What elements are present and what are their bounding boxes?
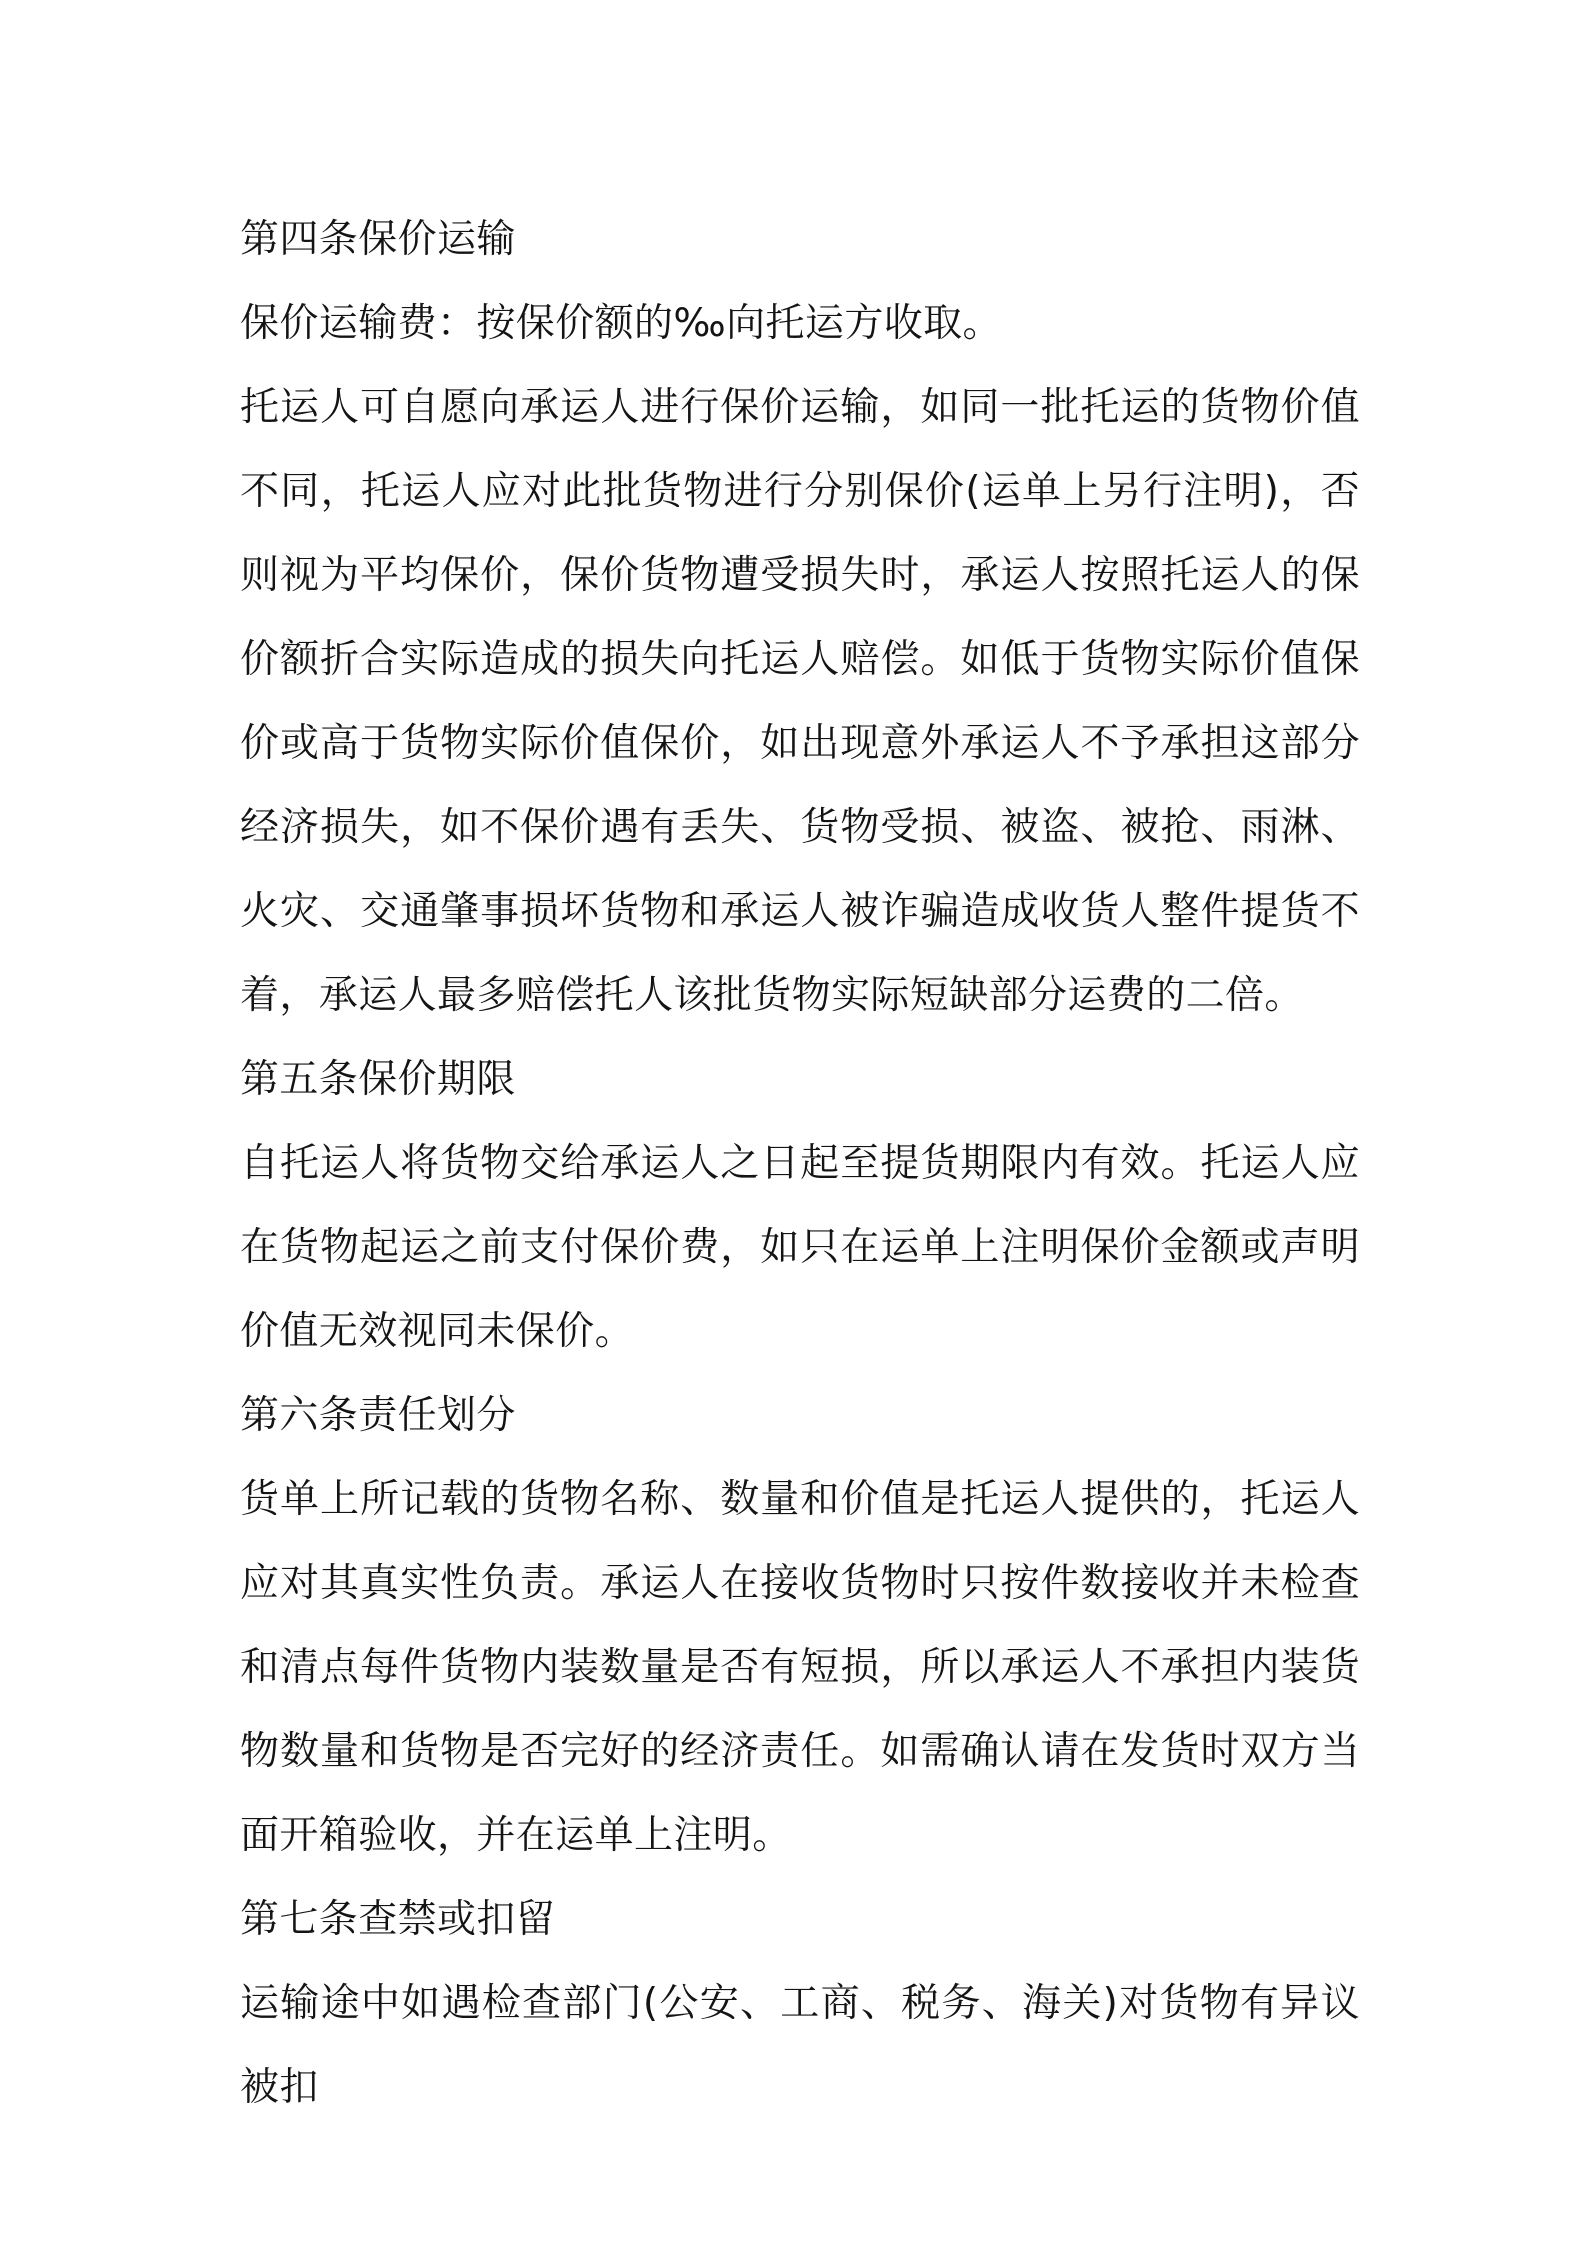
section-article-7: [240, 1878, 1360, 2130]
article-7-heading: 第七条查禁或扣留: [240, 1897, 556, 1942]
article-6-body-paragraph: 货单上所记载的货物名称、数量和价值是托运人提供的，托运人应对其真实性负责。承运人在接收货物时只按件数接收并未检查和清点每件货物内装数量是否有短损，所以承运人不承担内装货物数量和货物是否完好的经济责任。如需确认请在发货时双方当面开箱验收，并在运单上注明。: [240, 1477, 1360, 1858]
article-7-body-paragraph: 运输途中如遇检查部门(公安、工商、税务、海关)对货物有异议被扣: [240, 1981, 1360, 2110]
article-5-heading: 第五条保价期限: [240, 1057, 516, 1102]
document-body: [240, 198, 1360, 2130]
article-4-heading: 第四条保价运输: [240, 217, 516, 262]
article-6-heading: 第六条责任划分: [240, 1393, 516, 1438]
section-article-4: [240, 198, 1360, 1038]
section-article-6: [240, 1374, 1360, 1878]
article-5-body-paragraph: 自托运人将货物交给承运人之日起至提货期限内有效。托运人应在货物起运之前支付保价费，如只在运单上注明保价金额或声明价值无效视同未保价。: [240, 1141, 1360, 1354]
article-4-fee-paragraph: 保价运输费：按保价额的‰向托运方收取。: [240, 301, 1002, 346]
article-4-body-paragraph: 托运人可自愿向承运人进行保价运输，如同一批托运的货物价值不同，托运人应对此批货物进行分别保价(运单上另行注明)，否则视为平均保价，保价货物遭受损失时，承运人按照托运人的保价额折合实际造成的损失向托运人赔偿。如低于货物实际价值保价或高于货物实际价值保价，如出现意外承运人不予承担这部分经济损失，如不保价遇有丢失、货物受损、被盗、被抢、雨淋、火灾、交通肇事损坏货物和承运人被诈骗造成收货人整件提货不着，承运人最多赔偿托人该批货物实际短缺部分运费的二倍。: [240, 385, 1360, 1018]
section-article-5: [240, 1038, 1360, 1374]
